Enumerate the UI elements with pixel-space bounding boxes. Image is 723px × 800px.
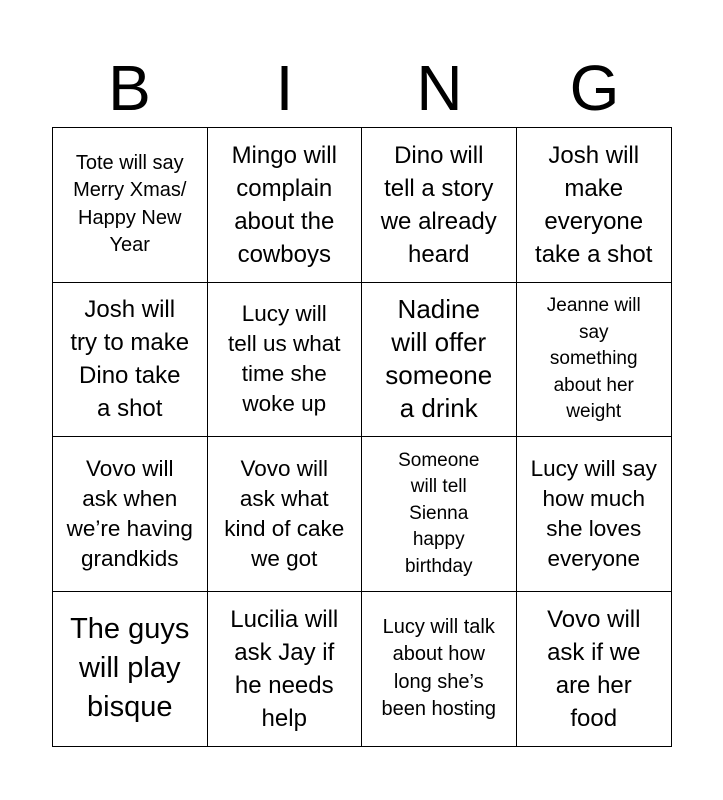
square-text: Dino will tell a story we already heard — [380, 141, 497, 268]
bingo-square[interactable] — [53, 437, 208, 592]
square-text: Vovo will ask when we’re having grandkids — [66, 455, 193, 571]
square-text: Someone will tell Sienna happy birthday — [398, 449, 480, 577]
bingo-square[interactable] — [517, 283, 672, 438]
header-letter-i: I — [275, 52, 294, 124]
bingo-square[interactable] — [53, 128, 208, 283]
bingo-square[interactable] — [53, 592, 208, 747]
bingo-square[interactable] — [362, 283, 517, 438]
square-text: Lucy will say how much she loves everyone — [530, 455, 657, 571]
square-text: Lucy will tell us what time she woke up — [227, 301, 341, 417]
square-text: Lucilia will ask Jay if he needs help — [230, 605, 339, 732]
bingo-square[interactable] — [362, 128, 517, 283]
square-text: Josh will make everyone take a shot — [535, 141, 653, 268]
bingo-square[interactable] — [208, 437, 363, 592]
square-text: Lucy will talk about how long she’s been hosting — [381, 615, 497, 721]
bingo-square[interactable] — [208, 592, 363, 747]
header-letter-n: N — [416, 52, 463, 124]
bingo-square[interactable] — [517, 128, 672, 283]
bingo-header — [52, 52, 672, 124]
bingo-square[interactable] — [53, 283, 208, 438]
bingo-square[interactable] — [362, 437, 517, 592]
bingo-card — [52, 127, 672, 747]
square-text: The guys will play bisque — [70, 613, 190, 724]
bingo-square[interactable] — [362, 592, 517, 747]
square-text: Jeanne will say something about her weight — [546, 295, 641, 422]
bingo-square[interactable] — [517, 592, 672, 747]
square-text: Vovo will ask what kind of cake we got — [224, 455, 345, 571]
square-text: Josh will try to make Dino take a shot — [70, 296, 190, 423]
bingo-square[interactable] — [517, 437, 672, 592]
square-text: Mingo will complain about the cowboys — [231, 141, 337, 268]
header-letter-g: G — [569, 52, 620, 124]
square-text: Nadine will offer someone a drink — [385, 294, 493, 424]
bingo-square[interactable] — [208, 283, 363, 438]
bingo-square[interactable] — [208, 128, 363, 283]
square-text: Tote will say Merry Xmas/ Happy New Year — [73, 151, 187, 257]
square-text: Vovo will ask if we are her food — [547, 605, 641, 732]
header-letter-b: B — [108, 52, 151, 124]
